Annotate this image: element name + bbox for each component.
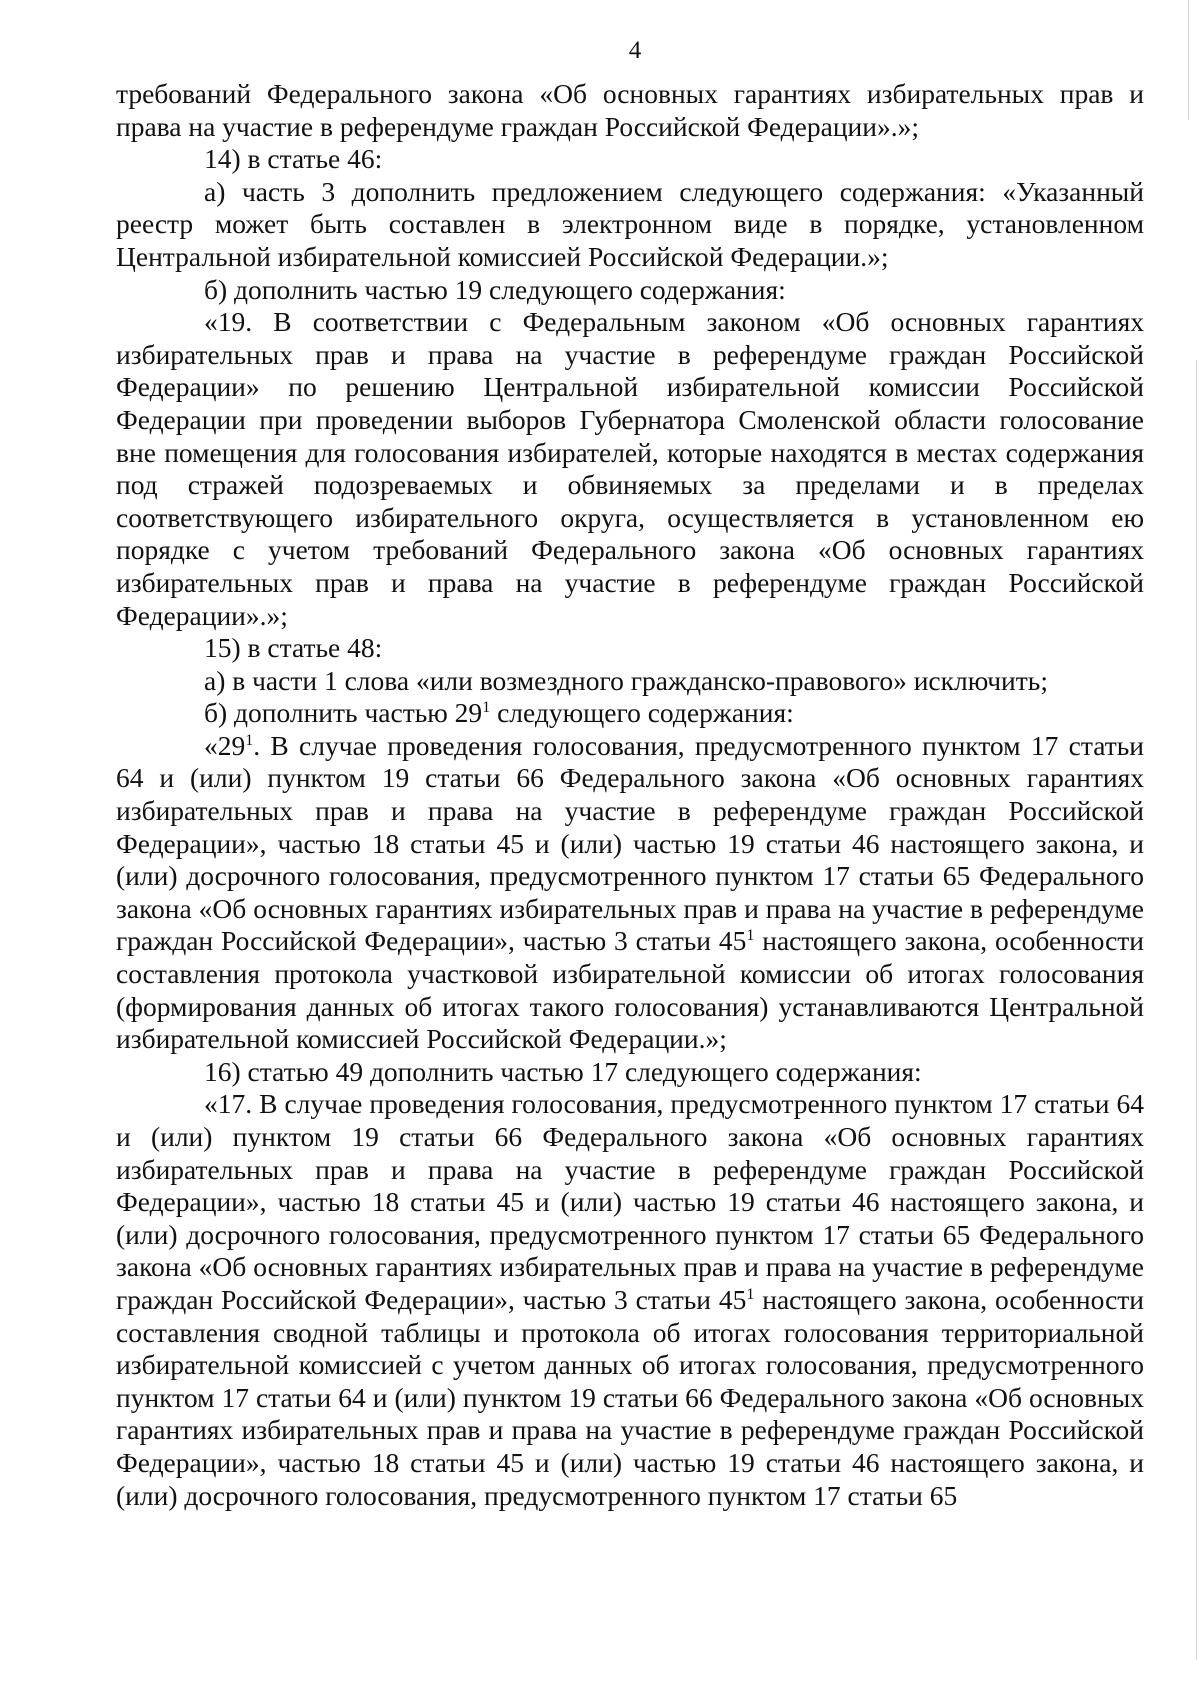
paragraph: б) дополнить частью 19 следующего содержания: (204, 273, 786, 305)
text-run: настоящего закона, особенности составления протокола участковой избирательной комиссии об итогах голосования (формирования данных об итогах такого голосования) устанавливаются Центральной избирательной комиссией Российской Федерации.»; (116, 925, 1145, 1055)
superscript: 1 (482, 699, 491, 717)
paragraph: требований Федерального закона «Об основных гарантиях избирательных прав и права на участие в референдуме граждан Российской Федерации».»; (116, 78, 1144, 142)
paragraph: а) часть 3 дополнить предложением следующего содержания: «Указанный реестр может быть составлен в электронном виде в порядке, установленном Центральной избирательной комиссией Российской Федерации.»; (116, 175, 1144, 272)
text-run: настоящего закона, особенности составления сводной таблицы и протокола об итогах голосования территориальной избирательной комиссией с учетом данных об итогах голосования, предусмотренного пунктом 17 статьи 64 и (или) пунктом 19 статьи 66 Федерального закона «Об основных гарантиях избирательных прав и права на участие в референдуме граждан Российской Федерации», частью 18 статьи 45 и (или) частью 19 статьи 46 настоящего закона, и (или) досрочного голосования, предусмотренного пунктом 17 статьи 65 (116, 1283, 1145, 1511)
paragraph (116, 697, 1144, 730)
text-run: . В случае проведения голосования, предусмотренного пунктом 17 статьи 64 и (или) пунктом 19 статьи 66 Федерального закона «Об основных гарантиях избирательных прав и права на участие в референдуме граждан Российской Федерации», частью 18 статьи 45 и (или) частью 19 статьи 46 настоящего закона, и (или) досрочного голосования, предусмотренного пунктом 17 статьи 65 Федерального закона «Об основных гарантиях избирательных прав и права на участие в референдуме граждан Российской Федерации», частью 3 статьи 45 (116, 729, 1144, 957)
paragraph (116, 730, 1144, 1056)
text-run: «29 (204, 729, 246, 761)
text-run: следующего содержания: (490, 697, 794, 729)
superscript: 1 (245, 731, 254, 749)
paragraph: 14) в статье 46: (204, 143, 383, 175)
text-run: «17. В случае проведения голосования, предусмотренного пунктом 17 статьи 64 и (или) пунктом 19 статьи 66 Федерального закона «Об основных гарантиях избирательных прав и права на участие в референдуме граждан Российской Федерации», частью 18 статьи 45 и (или) частью 19 статьи 46 настоящего закона, и (или) досрочного голосования, предусмотренного пунктом 17 статьи 65 Федерального закона «Об основных гарантиях избирательных прав и права на участие в референдуме граждан Российской Федерации», частью 3 статьи 45 (116, 1088, 1144, 1315)
paragraph: а) в части 1 слова «или возмездного гражданско-правового» исключить; (204, 664, 1048, 696)
paragraph: 16) статью 49 дополнить частью 17 следующего содержания: (204, 1055, 922, 1087)
scan-edge-line (1196, 360, 1197, 1660)
text-run: б) дополнить частью 29 (204, 697, 483, 729)
page-number: 4 (628, 37, 642, 64)
superscript: 1 (746, 927, 755, 945)
paragraph: «19. В соответствии с Федеральным законом «Об основных гарантиях избирательных прав и права на участие в референдуме граждан Российской Федерации» по решению Центральной избирательной комиссии Российской Федерации при проведении выборов Губернатора Смоленской области голосование вне помещения для голосования избирателей, которые находятся в местах содержания под стражей подозреваемых и обвиняемых за пределами и в пределах соответствующего избирательного округа, осуществляется в установленном ею порядке с учетом требований Федерального закона «Об основных гарантиях избирательных прав и права на участие в референдуме граждан Российской Федерации».»; (116, 306, 1144, 631)
superscript: 1 (746, 1285, 755, 1303)
paragraph (116, 1088, 1144, 1512)
paragraph: 15) в статье 48: (204, 632, 383, 664)
document-body (116, 78, 1144, 1512)
